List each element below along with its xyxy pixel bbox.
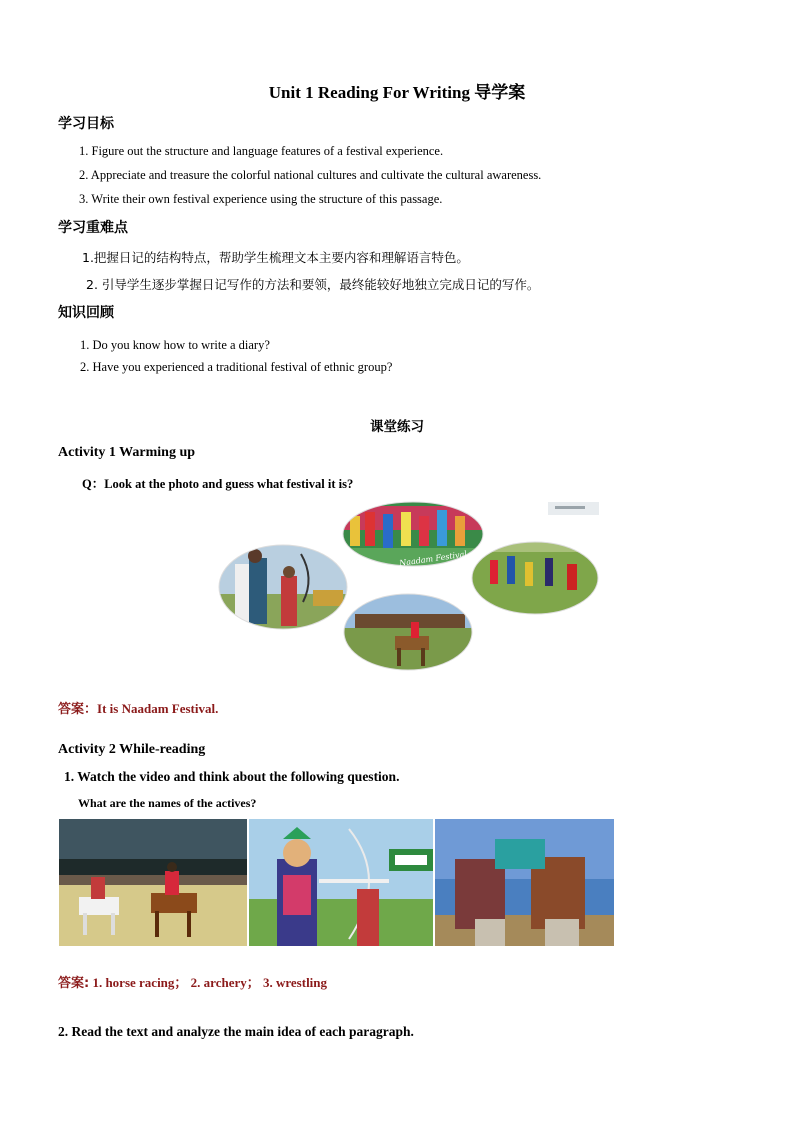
activity2-answer xyxy=(58,972,327,991)
horse-racing-photo xyxy=(59,819,247,946)
activity1-answer xyxy=(58,698,218,717)
activity2-question-2: 2. Read the text and analyze the main idea of each paragraph. xyxy=(58,1024,414,1039)
practice-heading: 课堂练习 xyxy=(370,419,424,435)
objective-2: 2. Appreciate and treasure the colorful national cultures and cultivate the cultural awareness. xyxy=(79,168,542,182)
naadam-photo-collage xyxy=(215,498,605,674)
activity1-question: Q：Look at the photo and guess what festival it is? xyxy=(82,477,354,491)
activity1-heading: Activity 1 Warming up xyxy=(58,445,196,460)
naadam-caption: Naadam Festival xyxy=(398,549,468,568)
objective-1: 1. Figure out the structure and language features of a festival experience. xyxy=(79,144,444,158)
grassland-oval-photo xyxy=(470,538,600,618)
review-heading: 知识回顾 xyxy=(58,305,114,321)
key-point-1: 1.把握日记的结构特点，帮助学生梳理文本主要内容和理解语言特色。 xyxy=(82,250,469,265)
review-2: 2. Have you experienced a traditional festival of ethnic group? xyxy=(80,360,393,374)
horse-race-oval-photo xyxy=(340,592,480,674)
activity2-question-1: 1. Watch the video and think about the following question. xyxy=(64,769,400,784)
archery-photo xyxy=(249,819,433,946)
review-1: 1. Do you know how to write a diary? xyxy=(80,338,270,352)
archery-oval-photo xyxy=(215,538,355,638)
wrestling-photo xyxy=(435,819,614,946)
objective-3: 3. Write their own festival experience using the structure of this passage. xyxy=(79,192,443,206)
key-points-heading: 学习重难点 xyxy=(58,220,128,236)
answer-text-2: 1. horse racing； 2. archery； 3. wrestling xyxy=(89,975,328,990)
activity2-question-1-sub: What are the names of the actives? xyxy=(78,796,257,810)
objectives-heading: 学习目标 xyxy=(58,116,114,132)
page-title: Unit 1 Reading For Writing 导学案 xyxy=(268,83,526,102)
activity2-heading: Activity 2 While-reading xyxy=(58,742,206,757)
answer-label: 答案： xyxy=(58,702,98,717)
answer-label-2: 答案: xyxy=(58,976,90,991)
answer-text: It is Naadam Festival. xyxy=(97,701,219,716)
key-point-2: 2. 引导学生逐步掌握日记写作的方法和要领，最终能较好地独立完成日记的写作。 xyxy=(86,277,540,292)
